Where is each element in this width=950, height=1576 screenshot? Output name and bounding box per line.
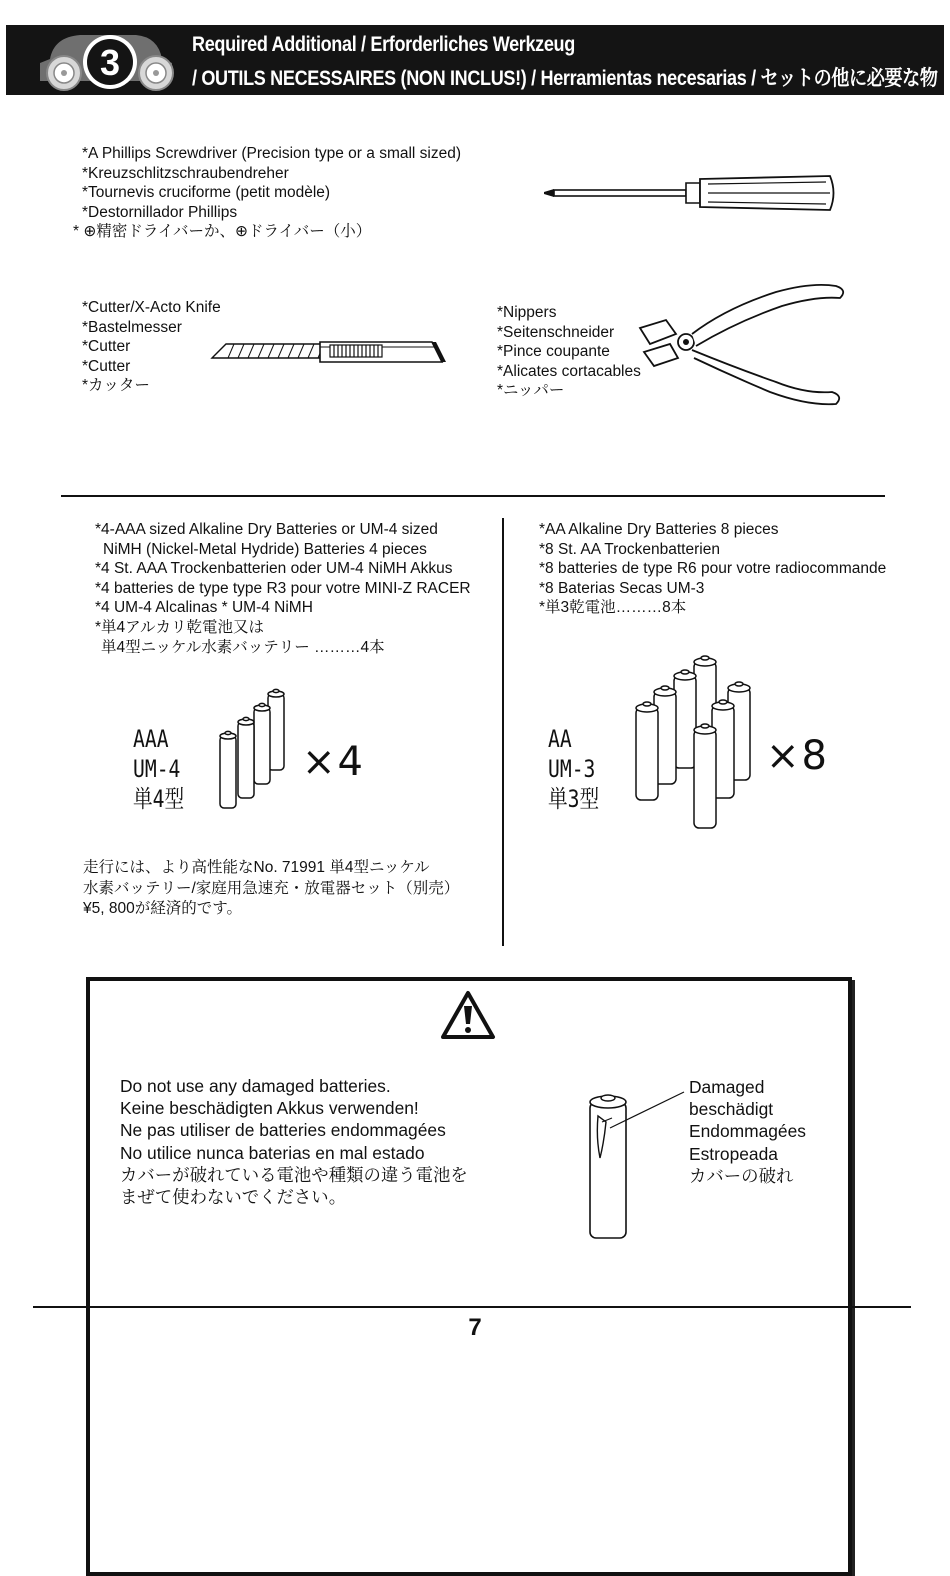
text-line: *Cutter [82, 338, 131, 356]
text-line: *Pince coupante [497, 343, 610, 361]
damaged-label [689, 1076, 806, 1187]
screwdriver-icon [540, 170, 840, 218]
text-line: *カッター [82, 377, 150, 395]
size-label-line: AA [548, 725, 572, 753]
text-line: *Cutter [82, 357, 131, 375]
text-line: *Bastelmesser [82, 318, 182, 336]
header-title-line2: / OUTILS NECESSAIRES (NON INCLUS!) / Herramientas necesarias / セットの他に必要な物 [192, 67, 938, 90]
damaged-battery-icon [584, 1088, 688, 1242]
size-label-line: 単4型 [133, 785, 185, 813]
nippers-description [497, 303, 641, 401]
text-line: まぜて使わないでください。 [120, 1186, 347, 1207]
section-header [6, 25, 944, 95]
text-line: *Nippers [497, 304, 557, 321]
text-line: NiMH (Nickel-Metal Hydride) Batteries 4 pieces [103, 540, 427, 558]
page-number: 7 [468, 1314, 482, 1341]
nippers-icon [636, 278, 852, 408]
column-divider [502, 518, 504, 946]
text-line: *Cutter/X-Acto Knife [82, 299, 221, 316]
aa-battery-description [539, 520, 886, 618]
aa-size-label [548, 724, 599, 814]
nimh-recommendation-note [83, 858, 459, 920]
size-label-line: UM-4 [133, 755, 181, 783]
text-line: *単3乾電池………8本 [539, 599, 687, 617]
text-line: カバーが破れている電池や種類の違う電池を [120, 1164, 468, 1185]
text-line: Do not use any damaged batteries. [120, 1076, 391, 1096]
text-line: *Tournevis cruciforme (petit modèle) [82, 184, 331, 202]
text-line: Keine beschädigten Akkus verwenden! [120, 1098, 419, 1119]
screwdriver-description [73, 144, 461, 242]
size-label-line: UM-3 [548, 755, 596, 783]
warning-box [86, 977, 852, 1576]
cutter-knife-icon [210, 336, 448, 368]
aaa-batteries-icon [212, 686, 292, 814]
text-line: 走行には、より高性能なNo. 71991 単4型ニッケル [83, 859, 430, 876]
text-line: *Destornillador Phillips [82, 203, 238, 221]
aaa-multiplier: ×4 [302, 739, 365, 785]
size-label-line: AAA [133, 725, 169, 753]
text-line: * ⊕精密ドライバーか、⊕ドライバー（小） [73, 223, 372, 241]
text-line: *AA Alkaline Dry Batteries 8 pieces [539, 521, 779, 538]
text-line: *4 UM-4 Alcalinas * UM-4 NiMH [95, 599, 313, 617]
text-line: Estropeada [689, 1143, 778, 1164]
text-line: *Seitenschneider [497, 323, 615, 341]
footer-rule [33, 1306, 911, 1308]
warning-triangle-icon [440, 990, 496, 1040]
section-divider [61, 495, 885, 497]
text-line: *ニッパー [497, 382, 565, 400]
text-line: *4 St. AAA Trockenbatterien oder UM-4 NiMH Akkus [95, 560, 453, 578]
text-line: beschädigt [689, 1099, 774, 1120]
size-label-line: 単3型 [548, 785, 600, 813]
car-step-icon [32, 29, 182, 95]
text-line: *8 batteries de type R6 pour votre radiocommande [539, 560, 887, 578]
text-line: *4-AAA sized Alkaline Dry Batteries or UM-4 sized [95, 521, 438, 538]
text-line: Endommagées [689, 1121, 806, 1142]
text-line: *単4アルカリ乾電池又は [95, 618, 265, 636]
text-line: 水素バッテリー/家庭用急速充・放電器セット（別売） [83, 879, 460, 897]
aaa-battery-description [95, 520, 471, 657]
text-line: 単4型ニッケル水素バッテリー ………4本 [101, 638, 385, 656]
header-title-line1: Required Additional / Erforderliches Werkzeug [192, 33, 575, 56]
text-line: *8 St. AA Trockenbatterien [539, 540, 720, 558]
text-line: カバーの破れ [689, 1165, 794, 1186]
text-line: Damaged [689, 1077, 765, 1097]
aa-multiplier: ×8 [766, 733, 829, 779]
aaa-size-label [133, 724, 184, 814]
text-line: *A Phillips Screwdriver (Precision type or a small sized) [82, 145, 462, 162]
text-line: No utilice nunca baterias en mal estado [120, 1142, 425, 1163]
text-line: *Alicates cortacables [497, 362, 641, 380]
aa-batteries-icon [628, 652, 762, 834]
text-line: *Kreuzschlitzschraubendreher [82, 164, 289, 182]
damaged-battery-warning [120, 1075, 468, 1208]
text-line: ¥5, 800が経済的です。 [83, 900, 242, 917]
text-line: Ne pas utiliser de batteries endommagées [120, 1120, 446, 1141]
text-line: *8 Baterias Secas UM-3 [539, 579, 705, 597]
step-number: 3 [99, 42, 121, 83]
cutter-description [82, 298, 221, 396]
text-line: *4 batteries de type type R3 pour votre MINI-Z RACER [95, 579, 471, 597]
